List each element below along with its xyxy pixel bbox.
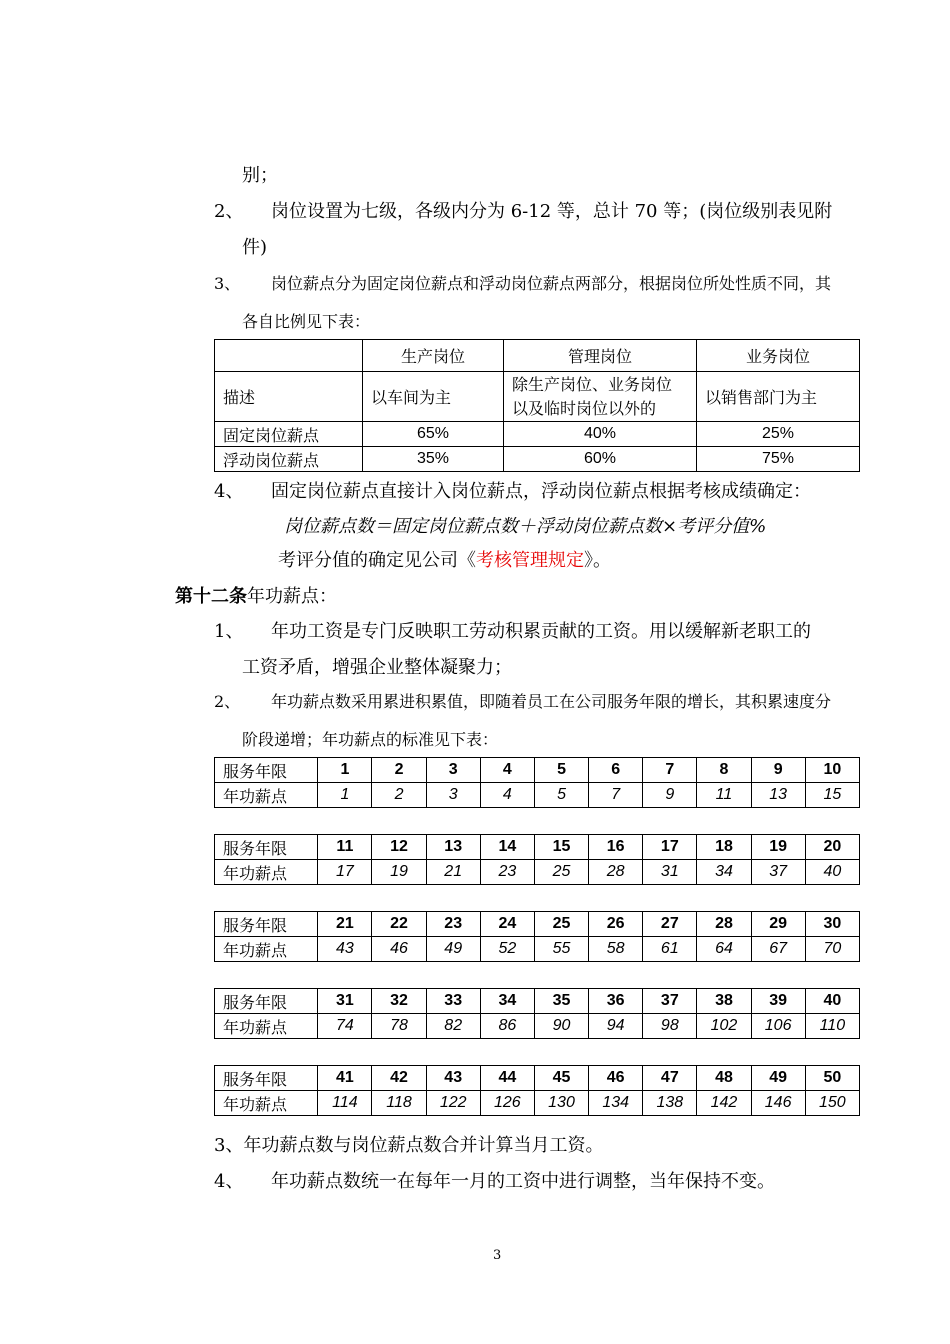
seniority-table xyxy=(214,988,860,1039)
table-cell: 65% xyxy=(363,422,504,447)
seniority-point-cell: 17 xyxy=(318,860,372,885)
table-cell: 以销售部门为主 xyxy=(697,372,860,422)
service-year-cell: 43 xyxy=(426,1066,480,1091)
reference-line xyxy=(278,546,611,572)
seniority-point-cell: 11 xyxy=(697,783,751,808)
service-year-cell: 4 xyxy=(480,758,534,783)
seniority-point-cell: 28 xyxy=(589,860,643,885)
service-year-cell: 12 xyxy=(372,835,426,860)
service-year-cell: 8 xyxy=(697,758,751,783)
text-line: 年功薪点数统一在每年一月的工资中进行调整，当年保持不变。 xyxy=(271,1171,775,1192)
seniority-point-cell: 15 xyxy=(805,783,859,808)
seniority-point-cell: 94 xyxy=(589,1014,643,1039)
seniority-point-cell: 34 xyxy=(697,860,751,885)
service-year-cell: 47 xyxy=(643,1066,697,1091)
text-line: 3、年功薪点数与岗位薪点数合并计算当月工资。 xyxy=(214,1135,604,1156)
reference-prefix: 考评分值的确定见公司《 xyxy=(278,550,476,571)
text-line: 阶段递增；年功薪点的标准见下表： xyxy=(242,730,499,749)
table-cell xyxy=(504,372,697,422)
service-year-cell: 33 xyxy=(426,989,480,1014)
seniority-point-cell: 23 xyxy=(480,860,534,885)
table-cell: 35% xyxy=(363,447,504,472)
service-year-cell: 32 xyxy=(372,989,426,1014)
row-label: 年功薪点 xyxy=(215,1091,318,1116)
list-number: 4、 xyxy=(214,481,244,502)
table-header: 业务岗位 xyxy=(697,340,860,372)
list-number: 2、 xyxy=(214,201,244,222)
article-heading xyxy=(175,582,337,608)
list-number: 3、 xyxy=(214,274,241,293)
table-cell: 60% xyxy=(504,447,697,472)
cell-line: 除生产岗位、业务岗位 xyxy=(512,374,673,394)
service-year-cell: 29 xyxy=(751,912,805,937)
service-year-cell: 42 xyxy=(372,1066,426,1091)
service-year-cell: 1 xyxy=(318,758,372,783)
table-cell xyxy=(215,340,363,372)
service-year-cell: 36 xyxy=(589,989,643,1014)
seniority-point-cell: 82 xyxy=(426,1014,480,1039)
text-line: 件) xyxy=(242,237,268,258)
seniority-point-cell: 150 xyxy=(805,1091,859,1116)
service-year-cell: 6 xyxy=(589,758,643,783)
seniority-point-cell: 78 xyxy=(372,1014,426,1039)
reference-suffix: 》。 xyxy=(584,550,611,571)
seniority-point-cell: 134 xyxy=(589,1091,643,1116)
article-title: 年功薪点： xyxy=(247,586,337,607)
text-line: 工资矛盾，增强企业整体凝聚力； xyxy=(242,657,512,678)
row-label: 服务年限 xyxy=(215,758,318,783)
service-year-cell: 9 xyxy=(751,758,805,783)
seniority-point-cell: 130 xyxy=(534,1091,588,1116)
service-year-cell: 7 xyxy=(643,758,697,783)
seniority-point-cell: 7 xyxy=(589,783,643,808)
service-year-cell: 45 xyxy=(534,1066,588,1091)
row-label: 服务年限 xyxy=(215,835,318,860)
service-year-cell: 44 xyxy=(480,1066,534,1091)
table-header: 管理岗位 xyxy=(504,340,697,372)
seniority-point-cell: 52 xyxy=(480,937,534,962)
row-label: 固定岗位薪点 xyxy=(215,422,363,447)
seniority-point-cell: 138 xyxy=(643,1091,697,1116)
seniority-point-cell: 43 xyxy=(318,937,372,962)
table-cell: 以车间为主 xyxy=(363,372,504,422)
seniority-point-cell: 31 xyxy=(643,860,697,885)
table-header: 生产岗位 xyxy=(363,340,504,372)
row-label: 服务年限 xyxy=(215,989,318,1014)
service-year-cell: 35 xyxy=(534,989,588,1014)
service-year-cell: 20 xyxy=(805,835,859,860)
seniority-point-cell: 55 xyxy=(534,937,588,962)
seniority-point-cell: 126 xyxy=(480,1091,534,1116)
service-year-cell: 24 xyxy=(480,912,534,937)
seniority-point-cell: 37 xyxy=(751,860,805,885)
seniority-table xyxy=(214,834,860,885)
service-year-cell: 49 xyxy=(751,1066,805,1091)
seniority-point-cell: 61 xyxy=(643,937,697,962)
seniority-point-cell: 1 xyxy=(318,783,372,808)
row-label: 服务年限 xyxy=(215,1066,318,1091)
reference-link[interactable]: 考核管理规定 xyxy=(476,550,584,571)
seniority-point-cell: 98 xyxy=(643,1014,697,1039)
seniority-point-cell: 70 xyxy=(805,937,859,962)
seniority-point-cell: 2 xyxy=(372,783,426,808)
service-year-cell: 34 xyxy=(480,989,534,1014)
seniority-point-cell: 102 xyxy=(697,1014,751,1039)
row-label: 年功薪点 xyxy=(215,783,318,808)
article-number: 第十二条 xyxy=(175,586,247,607)
seniority-point-cell: 90 xyxy=(534,1014,588,1039)
cell-line: 以及临时岗位以外的 xyxy=(512,398,657,418)
seniority-point-cell: 142 xyxy=(697,1091,751,1116)
service-year-cell: 22 xyxy=(372,912,426,937)
row-label: 描述 xyxy=(215,372,363,422)
seniority-point-cell: 86 xyxy=(480,1014,534,1039)
service-year-cell: 18 xyxy=(697,835,751,860)
service-year-cell: 40 xyxy=(805,989,859,1014)
service-year-cell: 50 xyxy=(805,1066,859,1091)
seniority-point-cell: 46 xyxy=(372,937,426,962)
service-year-cell: 14 xyxy=(480,835,534,860)
service-year-cell: 46 xyxy=(589,1066,643,1091)
service-year-cell: 39 xyxy=(751,989,805,1014)
service-year-cell: 23 xyxy=(426,912,480,937)
row-label: 浮动岗位薪点 xyxy=(215,447,363,472)
service-year-cell: 17 xyxy=(643,835,697,860)
post-ratio-table xyxy=(214,339,860,472)
service-year-cell: 11 xyxy=(318,835,372,860)
service-year-cell: 25 xyxy=(534,912,588,937)
seniority-point-cell: 74 xyxy=(318,1014,372,1039)
service-year-cell: 5 xyxy=(534,758,588,783)
seniority-point-cell: 49 xyxy=(426,937,480,962)
seniority-point-cell: 118 xyxy=(372,1091,426,1116)
service-year-cell: 10 xyxy=(805,758,859,783)
service-year-cell: 27 xyxy=(643,912,697,937)
row-label: 服务年限 xyxy=(215,912,318,937)
text-line: 各自比例见下表： xyxy=(242,312,371,331)
text-line: 年功薪点数采用累进积累值，即随着员工在公司服务年限的增长，其积累速度分 xyxy=(271,692,832,711)
seniority-point-cell: 106 xyxy=(751,1014,805,1039)
seniority-point-cell: 9 xyxy=(643,783,697,808)
list-number: 1、 xyxy=(214,621,244,642)
table-cell: 25% xyxy=(697,422,860,447)
seniority-point-cell: 122 xyxy=(426,1091,480,1116)
text-line: 年功工资是专门反映职工劳动积累贡献的工资。用以缓解新老职工的 xyxy=(271,621,811,642)
list-number: 2、 xyxy=(214,692,241,711)
table-cell: 75% xyxy=(697,447,860,472)
service-year-cell: 16 xyxy=(589,835,643,860)
seniority-point-cell: 19 xyxy=(372,860,426,885)
seniority-table xyxy=(214,911,860,962)
page-number: 3 xyxy=(493,1248,502,1263)
text-line: 岗位设置为七级，各级内分为 6-12 等，总计 70 等；(岗位级别表见附 xyxy=(271,201,833,222)
service-year-cell: 19 xyxy=(751,835,805,860)
seniority-point-cell: 64 xyxy=(697,937,751,962)
seniority-point-cell: 21 xyxy=(426,860,480,885)
seniority-point-cell: 58 xyxy=(589,937,643,962)
row-label: 年功薪点 xyxy=(215,937,318,962)
row-label: 年功薪点 xyxy=(215,1014,318,1039)
text-line: 固定岗位薪点直接计入岗位薪点，浮动岗位薪点根据考核成绩确定： xyxy=(271,481,811,502)
table-cell: 40% xyxy=(504,422,697,447)
service-year-cell: 28 xyxy=(697,912,751,937)
service-year-cell: 38 xyxy=(697,989,751,1014)
service-year-cell: 21 xyxy=(318,912,372,937)
text-line: 别； xyxy=(242,165,278,186)
seniority-point-cell: 40 xyxy=(805,860,859,885)
list-number: 4、 xyxy=(214,1171,244,1192)
service-year-cell: 48 xyxy=(697,1066,751,1091)
service-year-cell: 30 xyxy=(805,912,859,937)
seniority-point-cell: 4 xyxy=(480,783,534,808)
seniority-point-cell: 146 xyxy=(751,1091,805,1116)
row-label: 年功薪点 xyxy=(215,860,318,885)
service-year-cell: 26 xyxy=(589,912,643,937)
service-year-cell: 37 xyxy=(643,989,697,1014)
seniority-point-cell: 3 xyxy=(426,783,480,808)
service-year-cell: 3 xyxy=(426,758,480,783)
service-year-cell: 2 xyxy=(372,758,426,783)
seniority-point-cell: 13 xyxy=(751,783,805,808)
formula: 岗位薪点数＝固定岗位薪点数＋浮动岗位薪点数×考评分值% xyxy=(284,516,767,537)
seniority-point-cell: 110 xyxy=(805,1014,859,1039)
service-year-cell: 41 xyxy=(318,1066,372,1091)
service-year-cell: 13 xyxy=(426,835,480,860)
seniority-table xyxy=(214,757,860,808)
seniority-point-cell: 114 xyxy=(318,1091,372,1116)
seniority-point-cell: 25 xyxy=(534,860,588,885)
text-line: 岗位薪点分为固定岗位薪点和浮动岗位薪点两部分，根据岗位所处性质不同，其 xyxy=(271,274,832,293)
service-year-cell: 31 xyxy=(318,989,372,1014)
seniority-point-cell: 67 xyxy=(751,937,805,962)
seniority-point-cell: 5 xyxy=(534,783,588,808)
seniority-table xyxy=(214,1065,860,1116)
service-year-cell: 15 xyxy=(534,835,588,860)
